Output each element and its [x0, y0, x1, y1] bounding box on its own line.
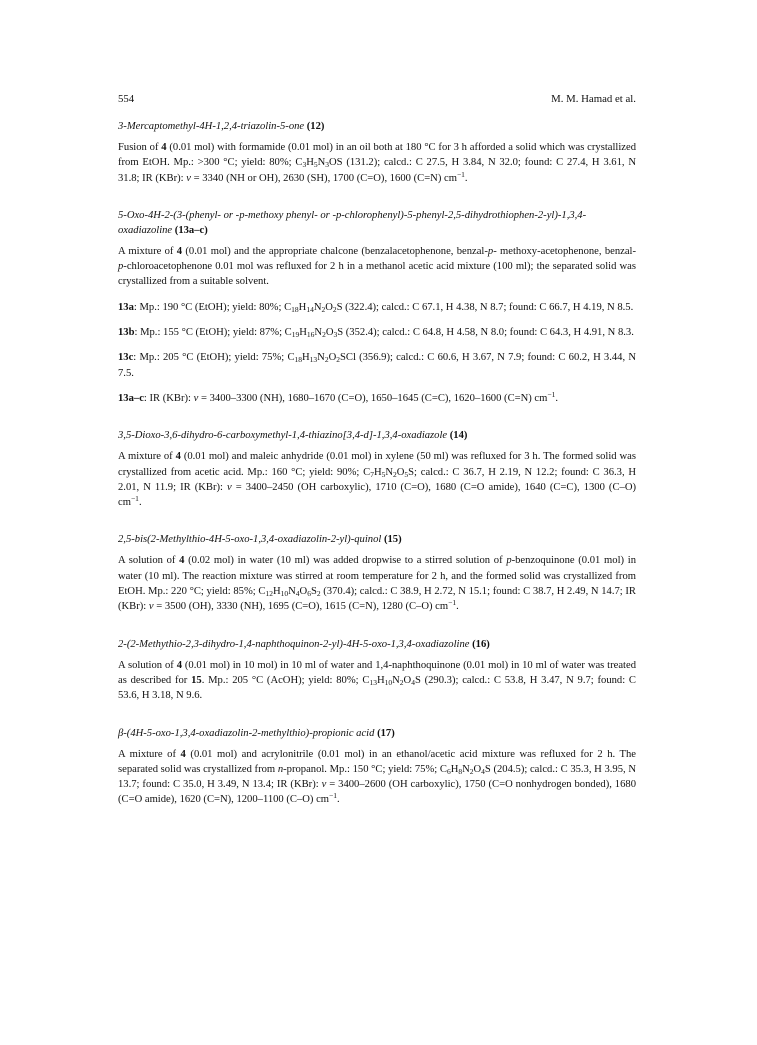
- compound-section: [118, 428, 636, 510]
- compound-section: [118, 119, 636, 186]
- running-head: [118, 92, 636, 106]
- section-paragraph: A solution of 4 (0.02 mol) in water (10 ml) was added dropwise to a stirred solution of p-benzoquinone (0.01 mol) in water (10 ml). The reaction mixture was stirred at room temperature for 2 h, and the formed solid was crystallized from EtOH. Mp.: 220 °C; yield: 85%; $C_{12}H_{10}N_4O_6S_2$ (370.4); calcd.: C 38.9, H 2.72, N 15.1; found: C 38.7, H 2.49, N 14.7; IR (KBr): v = 3500 (OH), 3330 (NH), 1695 (C=O), 1615 (C=N), 1280 (C–O) $cm^{-1}$.: [118, 555, 636, 613]
- article-body: [118, 119, 636, 808]
- page-number: 554: [118, 93, 135, 105]
- journal-page: [118, 92, 636, 808]
- section-heading: 5-Oxo-4H-2-(3-(phenyl- or -p-methoxy phenyl- or -p-chlorophenyl)-5-phenyl-2,5-dihydrothiophen-2-yl)-1,3,4-oxadiazoline (13a–c): [118, 209, 587, 236]
- compound-section: [118, 532, 636, 614]
- section-heading: 2-(2-Methythio-2,3-dihydro-1,4-naphthoquinon-2-yl)-4H-5-oxo-1,3,4-oxadiazoline (16): [118, 638, 490, 650]
- section-heading: 3,5-Dioxo-3,6-dihydro-6-carboxymethyl-1,4-thiazino[3,4-d]-1,3,4-oxadiazole (14): [118, 430, 468, 442]
- compound-section: [118, 637, 636, 704]
- author-line: M. M. Hamad et al.: [551, 93, 636, 105]
- section-paragraph: A mixture of 4 (0.01 mol) and maleic anhydride (0.01 mol) in xylene (50 ml) was refluxed for 3 h. The formed solid was crystallized from acetic acid. Mp.: 160 °C; yield: 90%; $C_7H_5N_2O_5S$; calcd.: C 36.7, H 2.19, N 12.2; found: C 36.3, H 2.01, N 11.9; IR (KBr): v = 3400–2450 (OH carboxylic), 1710 (C=O), 1680 (C=O amide), 1640 (C=C), 1300 (C–O) $cm^{-1}$.: [118, 451, 637, 509]
- section-heading: β-(4H-5-oxo-1,3,4-oxadiazolin-2-methylthio)-propionic acid (17): [118, 727, 395, 739]
- compound-section: [118, 726, 636, 808]
- section-paragraph: 13a: Mp.: 190 °C (EtOH); yield: 80%; $C_{18}H_{14}N_2O_2S$ (322.4); calcd.: C 67.1, H 4.38, N 8.7; found: C 66.7, H 4.19, N 8.5.: [118, 301, 634, 314]
- section-paragraph: A mixture of 4 (0.01 mol) and acrylonitrile (0.01 mol) in an ethanol/acetic acid mixture was refluxed for 2 h. The separated solid was crystallized from n-propanol. Mp.: 150 °C; yield: 75%; $C_6H_8N_2O_4S$ (204.5); calcd.: C 35.3, H 3.95, N 13.7; found: C 35.0, H 3.49, N 13.4; IR (KBr): v = 3400–2600 (OH carboxylic), 1750 (C=O nonhydrogen bonded), 1680 (C=O amide), 1620 (C=N), 1200–1100 (C–O) $cm^{-1}$.: [118, 748, 636, 806]
- compound-section: [118, 208, 636, 406]
- section-paragraph: 13a–c: IR (KBr): v = 3400–3300 (NH), 1680–1670 (C=O), 1650–1645 (C=C), 1620–1600 (C=N) $cm^{-1}$.: [118, 389, 559, 404]
- section-paragraph: A solution of 4 (0.01 mol) in 10 mol) in 10 ml of water and 1,4-naphthoquinone (0.01 mol) in 10 ml of water was treated as described for 15. Mp.: 205 °C (AcOH); yield: 80%; $C_{13}H_{10}N_2O_4S$ (290.3); calcd.: C 53.8, H 3.47, N 9.7; found: C 53.6, H 3.18, N 9.6.: [118, 659, 636, 702]
- section-paragraph: Fusion of 4 (0.01 mol) with formamide (0.01 mol) in an oil both at 180 °C for 3 h afforded a solid which was crystallized from EtOH. Mp.: >300 °C; yield: 80%; $C_3H_5N_3OS$ (131.2); calcd.: C 27.5, H 3.84, N 32.0; found: C 27.4, H 3.61, N 31.8; IR (KBr): v = 3340 (NH or OH), 2630 (SH), 1700 (C=O), 1600 (C=N) $cm^{-1}$.: [118, 142, 636, 184]
- section-paragraph: A mixture of 4 (0.01 mol) and the appropriate chalcone (benzalacetophenone, benzal-p- methoxy-acetophenone, benzal-p-chloroacetophenone 0.01 mol was refluxed for 2 h in a methanol acetic acid mixture (100 ml); the separated solid was crystallized from a suitable solvent.: [118, 245, 636, 288]
- section-paragraph: 13c: Mp.: 205 °C (EtOH); yield: 75%; $C_{18}H_{13}N_2O_2SCl$ (356.9); calcd.: C 60.6, H 3.67, N 7.9; found: C 60.2, H 3.44, N 7.5.: [118, 352, 636, 379]
- section-heading: 2,5-bis(2-Methylthio-4H-5-oxo-1,3,4-oxadiazolin-2-yl)-quinol (15): [118, 534, 402, 546]
- section-paragraph: 13b: Mp.: 155 °C (EtOH); yield: 87%; $C_{19}H_{16}N_2O_3S$ (352.4); calcd.: C 64.8, H 4.58, N 8.0; found: C 64.3, H 4.91, N 8.3.: [118, 327, 634, 340]
- section-heading: 3-Mercaptomethyl-4H-1,2,4-triazolin-5-one (12): [118, 121, 325, 132]
